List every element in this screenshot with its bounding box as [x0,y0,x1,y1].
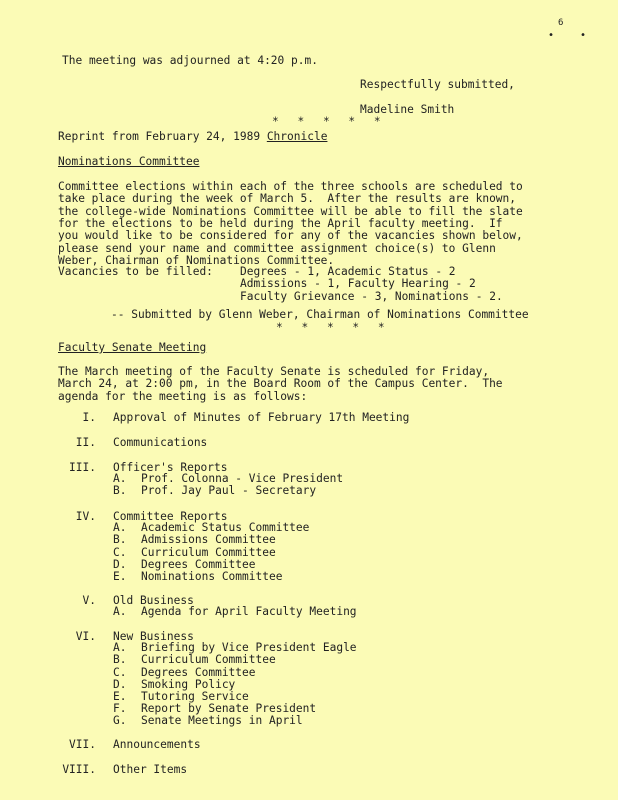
agenda-subitem: Degrees Committee [141,557,256,571]
agenda-subitem-letter: E. [113,690,127,703]
senate-heading: Faculty Senate Meeting [58,341,207,354]
agenda-subitem-letter: E. [113,570,127,583]
agenda-subitem: Admissions Committee [141,533,276,547]
agenda-item-title: Communications [113,436,208,449]
agenda-subitem: Smoking Policy [141,677,236,691]
paragraph-line: March 24, at 2:00 pm, in the Board Room of the Campus Center. The [58,377,503,391]
agenda-subitem-letter: G. [113,714,127,728]
paragraph-line: take place during the week of March 5. After the results are known, [58,192,517,206]
agenda-subitem: Prof. Colonna - Vice President [141,472,344,486]
agenda-number: V. [82,594,96,607]
section-separator: * * * * * [272,115,387,128]
agenda-number: IV. [75,510,96,523]
agenda-subitem-letter: C. [113,665,127,679]
agenda-subitem: Briefing by Vice President Eagle [141,641,357,655]
agenda-subitem: Tutoring Service [141,690,249,703]
agenda-subitem-letter: C. [113,545,127,559]
vacancy-line: Faculty Grievance - 3, Nominations - 2. [240,289,503,303]
reprint-prefix: Reprint from February 24, 1989 [58,130,267,143]
agenda-item-title: Announcements [113,738,201,751]
paragraph-line: please send your name and committee assignment choice(s) to Glenn [58,241,496,255]
agenda-subitem: Prof. Jay Paul - Secretary [141,484,317,498]
agenda-subitem: Nominations Committee [141,570,283,583]
paragraph-line: the college-wide Nominations Committee will be able to fill the slate [58,204,523,218]
agenda-subitem: Report by Senate President [141,702,317,716]
agenda-number: VII. [69,738,96,751]
agenda-subitem: Curriculum Committee [141,545,276,559]
agenda-subitem-letter: A. [113,605,127,619]
paragraph-line: Weber, Chairman of Nominations Committee. [58,253,335,267]
paragraph-line: for the elections to be held during the April faculty meeting. If [58,216,503,230]
nominations-submitted-by: -- Submitted by Glenn Weber, Chairman of Nominations Committee [111,308,529,321]
reprint-source: Chronicle [266,130,328,143]
agenda-subitem: Degrees Committee [141,665,256,679]
agenda-subitem-letter: A. [113,641,127,655]
agenda-item-title: Officer's Reports [113,461,228,474]
section-separator: * * * * * [276,321,391,334]
agenda-subitem-letter: A. [113,472,127,486]
agenda-number: II. [75,436,96,449]
vacancy-line: Admissions - 1, Faculty Hearing - 2 [240,277,476,291]
agenda-number: III. [69,461,96,474]
agenda-subitem-letter: D. [113,557,127,571]
paragraph-line: The March meeting of the Faculty Senate is scheduled for Friday, [58,365,490,378]
agenda-subitem: Agenda for April Faculty Meeting [141,605,357,619]
agenda-subitem-letter: B. [113,653,127,667]
reprint-line [58,131,327,144]
agenda-item-title: Other Items [113,763,188,776]
nominations-heading: Nominations Committee [58,155,200,168]
agenda-subitem-letter: A. [113,521,127,535]
vacancy-line: Degrees - 1, Academic Status - 2 [240,265,456,278]
agenda-subitem-letter: B. [113,533,127,547]
agenda-item-title: New Business [113,630,194,643]
agenda-item-title: Approval of Minutes of February 17th Meeting [113,411,410,424]
agenda-number: VI. [75,630,96,643]
agenda-subitem: Academic Status Committee [141,521,310,535]
paragraph-line: Committee elections within each of the three schools are scheduled to [58,180,523,193]
agenda-number: I. [82,411,96,424]
signer-name: Madeline Smith [360,103,455,116]
paragraph-line: agenda for the meeting is as follows: [58,389,308,403]
agenda-subitem: Curriculum Committee [141,653,276,667]
paragraph-line: you would like to be considered for any of the vacancies shown below, [58,229,523,243]
agenda-item-title: Committee Reports [113,510,228,523]
page-number: 6 [558,18,564,28]
agenda-subitem-letter: B. [113,484,127,498]
agenda-subitem-letter: D. [113,677,127,691]
vacancies-label: Vacancies to be filled: [58,265,213,278]
margin-marks: • • [548,30,597,41]
agenda-number: VIII. [62,763,96,776]
agenda-subitem-letter: F. [113,702,127,716]
closing-salutation: Respectfully submitted, [360,78,515,91]
agenda-item-title: Old Business [113,594,194,607]
adjournment-text: The meeting was adjourned at 4:20 p.m. [62,54,318,67]
agenda-subitem: Senate Meetings in April [141,714,303,728]
